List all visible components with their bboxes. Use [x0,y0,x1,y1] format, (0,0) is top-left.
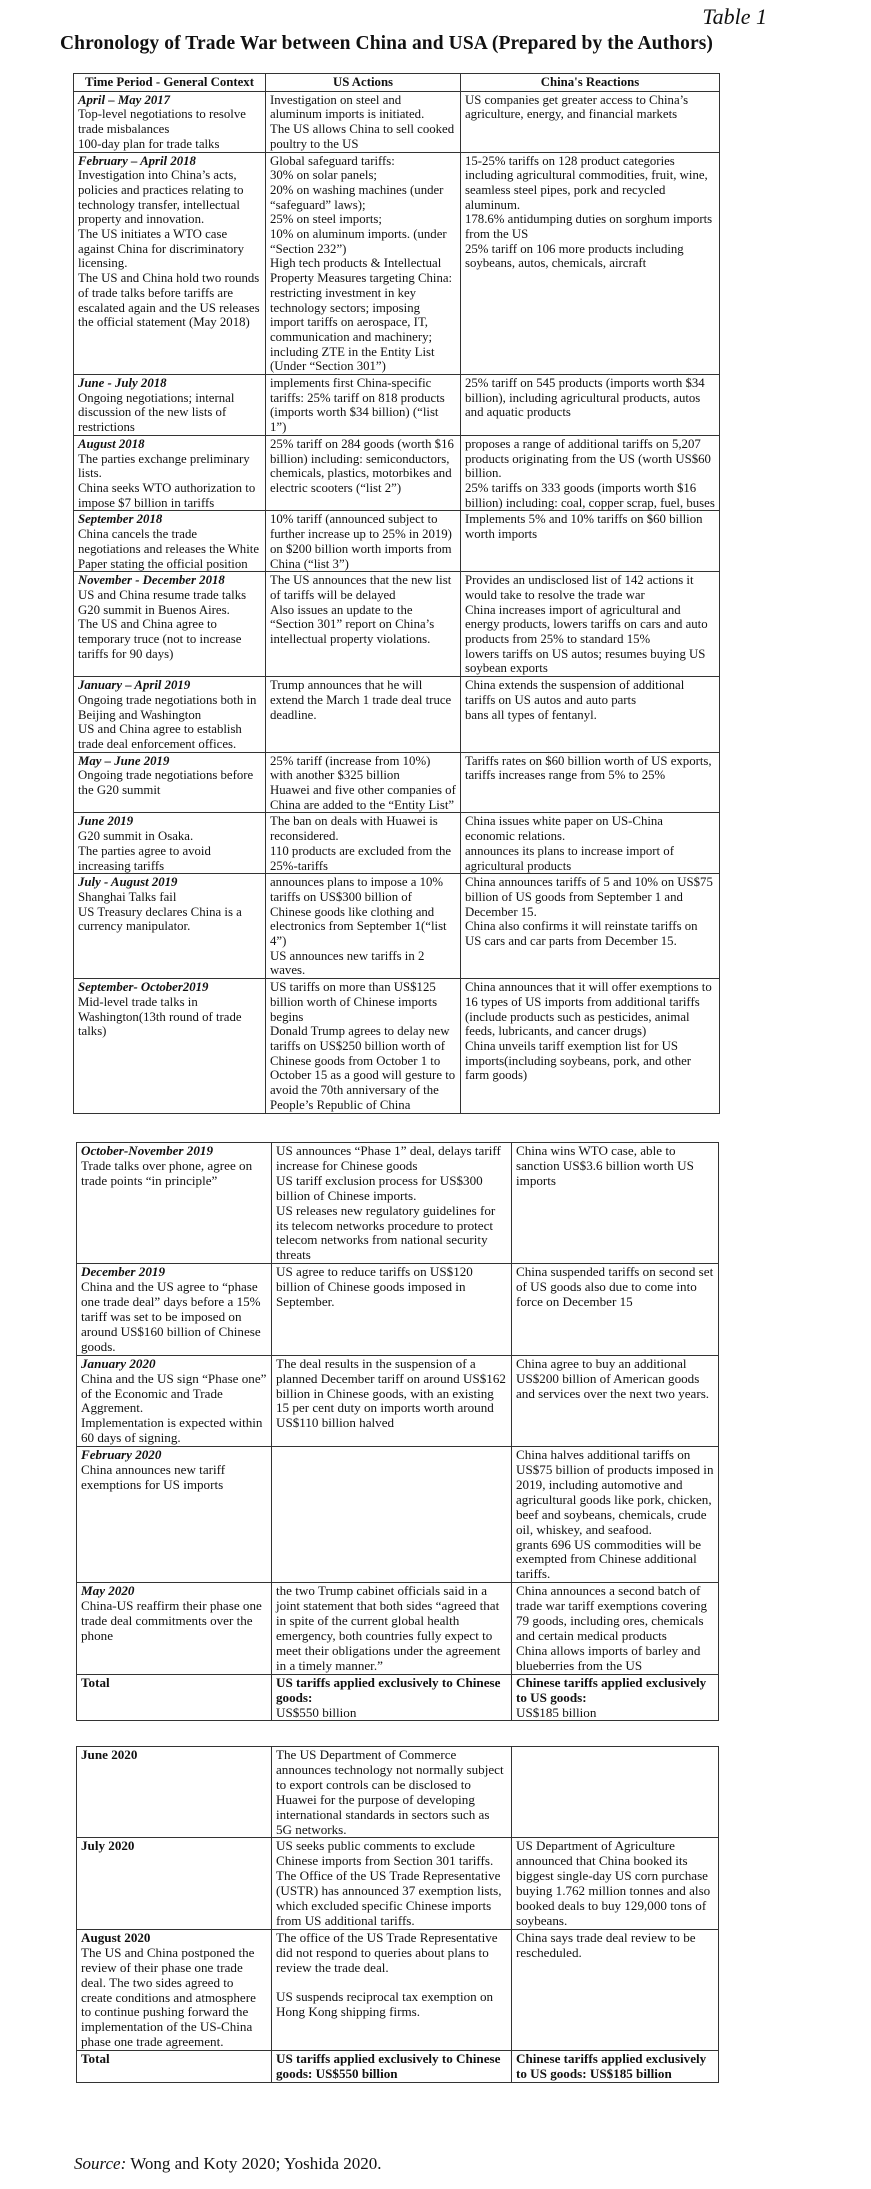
context-text: The US and China hold two rounds of trade talks before tariffs are escalated again and the US releases the official statement (May 2018) [78,271,260,330]
china-reaction-text: China says trade deal review to be rescheduled. [516,1929,696,1960]
china-reactions-cell [461,979,720,1113]
us-action-text: Investigation on steel and aluminum imports is initiated. [270,92,425,122]
period-cell [74,813,266,874]
table-title: Chronology of Trade War between China and USA (Prepared by the Authors) [60,33,714,54]
context-text: Investigation into China’s acts, policies and practices relating to technology transfer, intellectual property and innovation. [78,168,244,227]
table-row [74,572,720,677]
period-label: July - August 2019 [78,875,178,890]
us-action-text: 10% on aluminum imports. (under “Section 232”) [270,227,447,256]
us-action-text: The US allows China to sell cooked poultry to the US [270,122,455,151]
china-reaction-text: China announces a second batch of trade war tariff exemptions covering 79 goods, including ores, chemicals and certain medical products [516,1583,707,1643]
china-reactions-cell [461,91,720,152]
table-row [77,1143,719,1264]
us-action-text: 30% on solar panels; [270,168,377,183]
header-time-period: Time Period - General Context [74,74,266,92]
us-action-text: The US Department of Commerce announces technology not normally subject to export controls can be disclosed to Huawei for the purpose of developing international standards in sectors such as 5G networks. [276,1747,504,1837]
us-action-text: Also issues an update to the “Section 301” report on China’s intellectual property violations. [270,602,435,647]
table-row [77,1264,719,1355]
table-row [74,375,720,436]
us-actions-cell [272,1355,512,1446]
table-row [74,874,720,979]
china-reaction-text: 25% tariff on 106 more products including soybeans, autos, chemicals, aircraft [465,241,684,271]
china-reaction-text: China suspended tariffs on second set of US goods also due to come into force on December 15 [516,1264,714,1310]
us-actions-cell [272,1264,512,1355]
us-action-text: High tech products & Intellectual Property Measures targeting China: restricting investment in key technology sectors; imposing import tariffs on aerospace, IT, communication and machinery; including ZTE in the Entity List (Under “Section 301”) [270,256,453,374]
table-row [77,1355,719,1446]
period-label: April – May 2017 [78,92,171,107]
chronology-table-part-2 [76,1142,719,1721]
china-reactions-cell [461,813,720,874]
us-actions-cell [266,874,461,979]
period-label: February 2020 [81,1447,162,1463]
context-text: US and China agree to establish trade deal enforcement offices. [78,722,242,751]
context-text: US and China resume trade talks G20 summit in Buenos Aires. [78,587,247,617]
us-action-text: 25% tariff (increase from 10%) with another $325 billion [270,753,431,783]
china-reaction-text: China halves additional tariffs on US$75 billion of products imposed in 2019, including automotive and agricultural goods like pork, chicken, beef and soybeans, chemicals, crude oil, whiskey, and seafood. [516,1447,714,1537]
chronology-table-part-1 [73,73,720,1114]
us-action-text: The deal results in the suspension of a planned December tariff on around US$162 billion in Chinese goods, with an existing 15 per cent duty on imports worth around US$110 billion halved [276,1355,506,1431]
china-reaction-text: lowers tariffs on US autos; resumes buying US soybean exports [465,646,706,676]
us-actions-cell [266,813,461,874]
us-actions-cell [272,1747,512,1838]
total-row [77,1674,719,1721]
table-row [74,152,720,375]
china-reaction-text: China unveils tariff exemption list for US imports(including soybeans, pork, and other farm goods) [465,1039,692,1083]
china-reaction-text: China also confirms it will reinstate tariffs on US cars and car parts from December 15. [465,919,698,949]
china-reaction-text: Implements 5% and 10% tariffs on $60 billion worth imports [465,512,703,542]
us-actions-cell [266,572,461,677]
period-label: January 2020 [81,1355,156,1371]
table-row [74,435,720,511]
china-reactions-cell [512,1583,719,1674]
china-reactions-cell [461,874,720,979]
period-cell [74,375,266,436]
us-action-text: US tariffs on more than US$125 billion worth of Chinese imports begins [270,980,438,1024]
us-actions-cell [272,1143,512,1264]
china-reaction-text: China announces that it will offer exemptions to 16 types of US imports from additional tariffs (include products such as pesticides, animal feeds, lubricants, and cancer drugs) [465,980,712,1039]
total-label: Total [77,1674,272,1721]
china-reactions-cell [512,1447,719,1583]
us-action-text: US seeks public comments to exclude Chinese imports from Section 301 tariffs. The Office of the US Trade Representative (USTR) has announced 37 exemption lists, which excluded specific Chinese imports from US additional tariffs. [276,1838,502,1928]
period-label: October-November 2019 [81,1143,213,1158]
us-total-heading: US tariffs applied exclusively to Chinese goods: [276,1674,501,1705]
context-text: Ongoing trade negotiations before the G20 summit [78,768,254,798]
period-cell [77,1355,272,1446]
us-actions-cell [272,1583,512,1674]
us-action-text: 20% on washing machines (under “safeguard” laws); [270,182,444,212]
table-row [77,1583,719,1674]
chronology-table-part-3 [76,1746,719,2083]
china-reaction-text: China allows imports of barley and blueberries from the US [516,1642,701,1673]
china-reaction-text: announces its plans to increase import of agricultural products [465,843,674,873]
china-reaction-text: US companies get greater access to China’s agriculture, energy, and financial markets [465,92,689,122]
us-action-text: The US announces that the new list of tariffs will be delayed [270,573,452,602]
table-number: Table 1 [702,4,767,29]
china-reaction-text: Provides an undisclosed list of 142 actions it would take to resolve the trade war [465,573,694,602]
us-action-text: US announces “Phase 1” deal, delays tariff increase for Chinese goods [276,1143,501,1173]
total-row [77,2051,719,2083]
period-cell [77,1583,272,1674]
context-text: Shanghai Talks fail [78,889,177,904]
table-row [77,1929,719,2050]
china-reactions-cell [512,1929,719,2050]
table-row [74,752,720,813]
us-actions-cell [266,511,461,572]
header-row [74,74,720,92]
period-label: May 2020 [81,1583,135,1599]
period-cell [74,874,266,979]
context-text: China and the US sign “Phase one” of the Economic and Trade Aggrement. [81,1370,267,1416]
china-reaction-text: China increases import of agricultural and energy products, lowers tariffs on cars and auto products from 25% to standard 15% [465,602,708,647]
context-text: China and the US agree to “phase one trade deal” days before a 15% tariff was set to be imposed on around US$160 billion of Chinese goods. [81,1279,261,1354]
period-label: February – April 2018 [78,153,196,168]
us-actions-cell [272,1838,512,1929]
context-text: The US and China agree to temporary truce (not to increase tariffs for 90 days) [78,617,242,661]
us-action-text: the two Trump cabinet officials said in a joint statement that both sides “agreed that in spite of the current global health emergency, both countries fully expect to meet their obligations under the agreement in a timely manner.” [276,1583,501,1673]
period-label: September- October2019 [78,980,209,995]
table-row [74,511,720,572]
china-reactions-cell [461,752,720,813]
us-actions-cell [266,152,461,375]
context-text: Ongoing negotiations; internal discussion of the new lists of restrictions [78,390,235,435]
us-action-text: The ban on deals with Huawei is reconsidered. [270,814,438,844]
table-row [77,1447,719,1583]
us-action-text: 10% tariff (announced subject to further increase up to 25% in 2019) on $200 billion worth imports from China (“list 3”) [270,512,452,571]
us-action-text: US releases new regulatory guidelines for its telecom networks procedure to protect telecom networks from national security threats [276,1202,496,1263]
context-text: Mid-level trade talks in Washington(13th round of trade talks) [78,994,242,1039]
table-row [74,979,720,1113]
china-reactions-cell [461,511,720,572]
us-action-text: announces plans to impose a 10% tariffs on US$300 billion of Chinese goods like clothing and electronics from September 1(“list 4”) [270,875,447,949]
context-text: The US initiates a WTO case against China for discriminatory licensing. [78,227,244,271]
china-reaction-text: proposes a range of additional tariffs on 5,207 products originating from the US (worth US$60 billion. [465,436,711,481]
us-actions-cell [266,677,461,753]
us-action-text: 110 products are excluded from the 25%-tariffs [270,843,452,873]
china-reactions-cell [512,1747,719,1838]
us-actions-cell [272,1929,512,2050]
period-label: June 2020 [81,1747,138,1762]
period-label: January – April 2019 [78,678,191,693]
context-text: Trade talks over phone, agree on trade points “in principle” [81,1157,253,1188]
china-total [512,2051,719,2083]
period-cell [77,1929,272,2050]
china-total-value: US$185 billion [516,1704,597,1720]
china-reaction-text: grants 696 US commodities will be exempted from Chinese additional tariffs. [516,1536,702,1582]
period-cell [77,1747,272,1838]
context-text: 100-day plan for trade talks [78,136,220,151]
table-row [74,91,720,152]
us-actions-cell [266,375,461,436]
china-total-heading: Chinese tariffs applied exclusively to US goods: [516,1674,707,1705]
us-action-text: US tariff exclusion process for US$300 billion of Chinese imports. [276,1172,483,1203]
us-action-text: Donald Trump agrees to delay new tariffs on US$250 billion worth of Chinese goods from October 1 to October 15 as a good will gesture to avoid the 70th anniversary of the People’s Republic of China [270,1024,456,1112]
china-reaction-text: 15-25% tariffs on 128 product categories including agricultural commodities, fruit, wine, seamless steel pipes, pork and recycled aluminum. [465,153,708,212]
period-label: August 2020 [81,1929,151,1945]
china-reaction-text: US Department of Agriculture announced that China booked its biggest single-day US corn purchase buying 1.762 million tonnes and also booked deals to buy 129,000 tons of soybeans. [516,1838,711,1928]
period-label: November - December 2018 [78,573,225,588]
china-reaction-text: bans all types of fentanyl. [465,707,597,722]
period-label: July 2020 [81,1838,135,1854]
period-label: December 2019 [81,1264,165,1280]
us-total-value: US$550 billion [276,1704,357,1720]
period-cell [77,1838,272,1929]
context-text: G20 summit in Osaka. [78,829,194,844]
china-total [512,1674,719,1721]
us-action-text: 25% tariff on 284 goods (worth $16 billion) including: semiconductors, chemicals, plastics, motorbikes and electric scooters (“list 2”) [270,436,454,495]
context-text: Ongoing trade negotiations both in Beijing and Washington [78,692,257,722]
period-label: June 2019 [78,814,134,829]
period-label: August 2018 [78,436,145,451]
china-reactions-cell [461,152,720,375]
context-text: The US and China postponed the review of their phase one trade deal. The two sides agreed to create conditions and atmosphere to continue pushing forward the implementation of the US-China phase one trade agreement. [81,1944,256,2050]
china-reactions-cell [512,1143,719,1264]
us-actions-cell [266,435,461,511]
source-note: Source: Wong and Koty 2020; Yoshida 2020. [74,2154,382,2173]
table-row [77,1747,719,1838]
context-text: US Treasury declares China is a currency manipulator. [78,904,242,934]
us-action-text: The office of the US Trade Representative did not respond to queries about plans to review the trade deal. [276,1929,498,1975]
us-total [272,2051,512,2083]
context-text: China cancels the trade negotiations and releases the White Paper stating the official position [78,527,259,571]
table-row [74,813,720,874]
china-reactions-cell [461,677,720,753]
us-action-text [276,1976,507,1990]
header-us-actions: US Actions [266,74,461,92]
china-reaction-text: China announces tariffs of 5 and 10% on US$75 billion of US goods from September 1 and December 15. [465,875,713,919]
us-action-text: Global safeguard tariffs: [270,153,395,168]
total-label: Total [77,2051,272,2083]
china-reactions-cell [461,572,720,677]
china-reactions-cell [512,1355,719,1446]
context-text: China seeks WTO authorization to impose $7 billion in tariffs [78,480,256,510]
period-cell [77,1264,272,1355]
china-reaction-text: China issues white paper on US-China economic relations. [465,814,663,844]
period-cell [74,152,266,375]
context-text: Implementation is expected within 60 days of signing. [81,1415,263,1446]
china-reaction-text: 178.6% antidumping duties on sorghum imports from the US [465,212,713,242]
china-reactions-cell [512,1838,719,1929]
us-action-text: US suspends reciprocal tax exemption on Hong Kong shipping firms. [276,1988,494,2019]
china-reactions-cell [461,375,720,436]
china-total-text: Chinese tariffs applied exclusively to US goods: US$185 billion [516,2051,707,2082]
us-action-text: implements first China-specific tariffs: 25% tariff on 818 products (imports worth $34 billion) (“list 1”) [270,376,445,435]
period-cell [74,979,266,1113]
period-label: September 2018 [78,512,163,527]
period-cell [74,572,266,677]
period-cell [77,1143,272,1264]
period-cell [74,91,266,152]
us-action-text: Trump announces that he will extend the March 1 trade deal truce deadline. [270,678,452,722]
period-cell [74,752,266,813]
context-text: Top-level negotiations to resolve trade misbalances [78,107,246,137]
china-reaction-text: China extends the suspension of additional tariffs on US autos and auto parts [465,678,685,707]
period-cell [74,511,266,572]
us-actions-cell [266,979,461,1113]
china-reaction-text: China agree to buy an additional US$200 billion of American goods and services over the next two years. [516,1355,710,1401]
period-label: June - July 2018 [78,376,167,391]
period-cell [74,677,266,753]
context-text: China-US reaffirm their phase one trade deal commitments over the phone [81,1598,262,1643]
period-cell [74,435,266,511]
us-total [272,1674,512,1721]
us-actions-cell [266,91,461,152]
china-reaction-text: 25% tariff on 545 products (imports worth $34 billion), including agricultural products, autos and aquatic products [465,376,705,420]
table-row [74,677,720,753]
china-reaction-text: 25% tariffs on 333 goods (imports worth $16 billion) including: coal, copper scrap, fuel, buses [465,480,715,510]
period-cell [77,1447,272,1583]
us-total-text: US tariffs applied exclusively to Chinese goods: US$550 billion [276,2051,501,2082]
header-china-reactions: China's Reactions [461,74,720,92]
context-text: The parties exchange preliminary lists. [78,451,250,481]
us-action-text: US announces new tariffs in 2 waves. [270,948,425,978]
period-label: May – June 2019 [78,753,170,768]
china-reaction-text: Tariffs rates on $60 billion worth of US exports, tariffs increases range from 5% to 25% [465,753,712,783]
us-actions-cell [266,752,461,813]
china-reactions-cell [512,1264,719,1355]
china-reaction-text: China wins WTO case, able to sanction US$3.6 billion worth US imports [516,1143,694,1188]
context-text: China announces new tariff exemptions for US imports [81,1462,226,1492]
context-text: The parties agree to avoid increasing tariffs [78,843,211,873]
table-row [77,1838,719,1929]
us-action-text: Huawei and five other companies of China are added to the “Entity List” [270,783,456,812]
china-reactions-cell [461,435,720,511]
us-action-text: 25% on steel imports; [270,212,382,227]
us-actions-cell [272,1447,512,1583]
us-action-text: US agree to reduce tariffs on US$120 billion of Chinese goods imposed in September. [276,1264,473,1310]
